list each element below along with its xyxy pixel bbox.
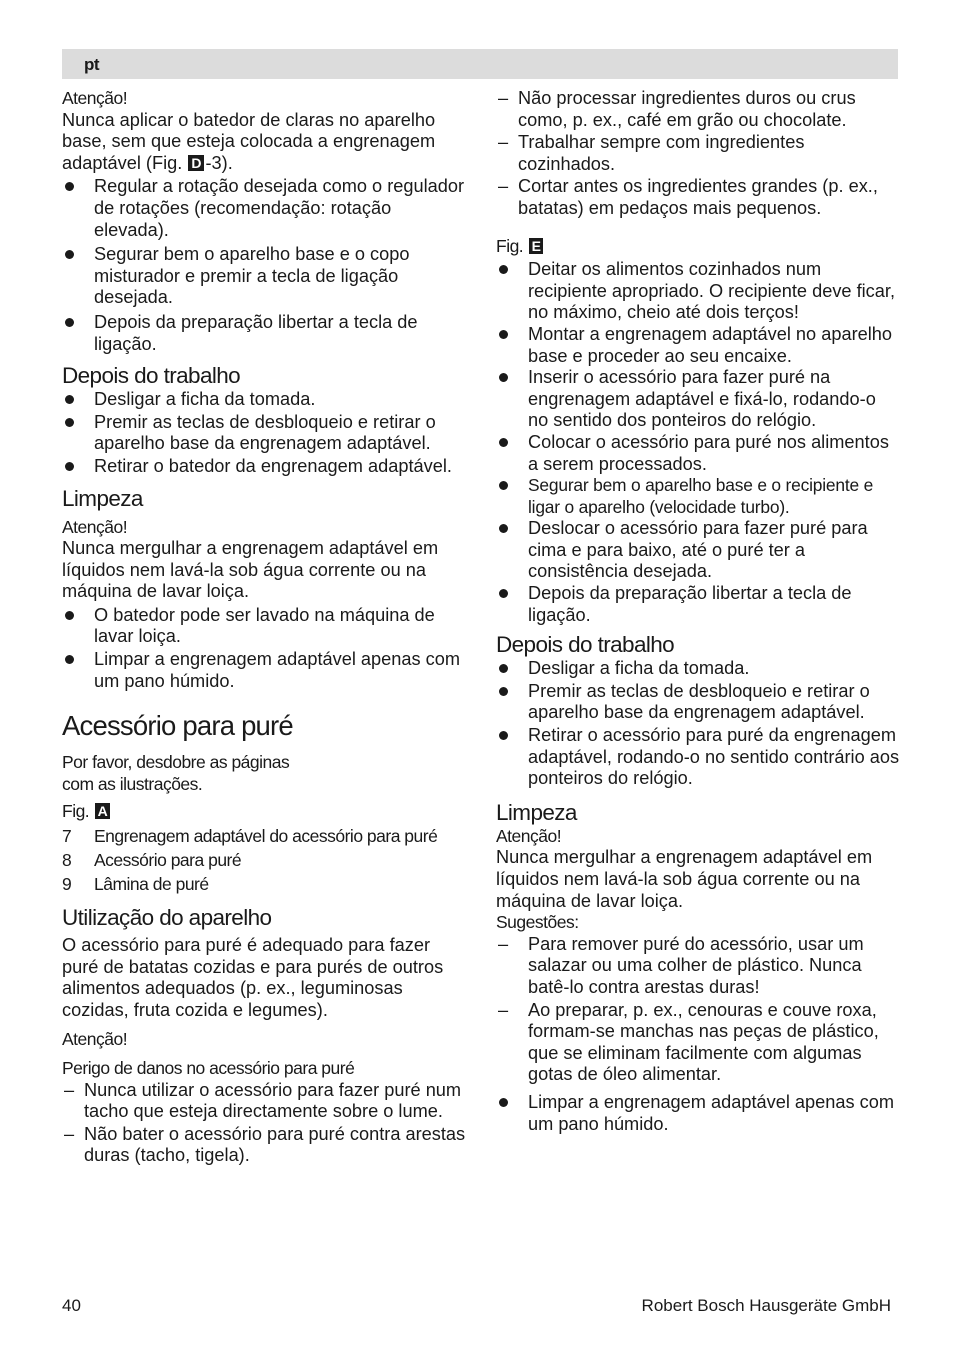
section-heading: Depois do trabalho bbox=[62, 363, 241, 389]
list-item: Deitar os alimentos cozinhados num recipiente apropriado. O recipiente deve ficar, no máximo, cheio até dois terços! bbox=[496, 259, 901, 324]
list-item: Colocar o acessório para puré nos alimentos a serem processados. bbox=[496, 432, 901, 475]
bullet-list bbox=[496, 259, 901, 626]
list-item: Limpar a engrenagem adaptável apenas com um pano húmido. bbox=[496, 1092, 901, 1135]
page-number: 40 bbox=[62, 1296, 81, 1315]
parts-list bbox=[62, 825, 467, 895]
list-item: 9 Lâmina de puré bbox=[62, 874, 209, 895]
list-item: Segurar bem o aparelho base e o copo misturador e premir a tecla de ligação desejada. bbox=[62, 244, 467, 309]
bullet-list bbox=[62, 389, 467, 477]
list-item: 7 Engrenagem adaptável do acessório para puré bbox=[62, 826, 438, 847]
list-item: Desligar a ficha da tomada. bbox=[62, 389, 467, 411]
list-item: Montar a engrenagem adaptável no aparelho base e proceder ao seu encaixe. bbox=[496, 324, 901, 367]
list-item: Limpar a engrenagem adaptável apenas com um pano húmido. bbox=[62, 649, 467, 692]
attention-label: Atenção! bbox=[62, 88, 128, 108]
list-item: Retirar o batedor da engrenagem adaptável. bbox=[62, 456, 467, 478]
list-item: Segurar bem o aparelho base e o recipiente e ligar o aparelho (velocidade turbo). bbox=[496, 475, 901, 518]
attention-label: Atenção! bbox=[62, 516, 128, 537]
bullet-list bbox=[62, 605, 467, 692]
company-name: Robert Bosch Hausgeräte GmbH bbox=[641, 1296, 891, 1315]
list-item: Inserir o acessório para fazer puré na engrenagem adaptável e fixá-lo, rodando-o no sentido dos ponteiros do relógio. bbox=[496, 367, 901, 432]
list-item: Retirar o acessório para puré da engrenagem adaptável, rodando-o no sentido contrário aos ponteiros do relógio. bbox=[496, 725, 901, 790]
list-item: – Trabalhar sempre com ingredientes cozinhados. bbox=[496, 132, 901, 175]
attention-text: Nunca mergulhar a engrenagem adaptável em líquidos nem lavá-la sob água corrente ou na máquina de lavar loiça. bbox=[496, 847, 873, 911]
figure-d-icon: D bbox=[188, 155, 204, 171]
warning-heading: Perigo de danos no acessório para puré bbox=[62, 1058, 355, 1078]
tips-heading: Sugestões: bbox=[496, 912, 579, 933]
list-item: Regular a rotação desejada como o regulador de rotações (recomendação: rotação elevada). bbox=[62, 176, 467, 241]
list-item: Depois da preparação libertar a tecla de ligação. bbox=[62, 312, 467, 355]
paragraph: O acessório para puré é adequado para fazer puré de batatas cozidas e para purés de outros alimentos adequados (p. ex., leguminosas cozidas, fruta cozida e legumes). bbox=[62, 935, 444, 1020]
list-item: – Não processar ingredientes duros ou crus como, p. ex., café em grão ou chocolate. bbox=[496, 88, 901, 131]
language-bar bbox=[62, 49, 898, 79]
left-column bbox=[62, 88, 467, 1167]
list-item: Depois da preparação libertar a tecla de ligação. bbox=[496, 583, 901, 626]
right-column bbox=[496, 88, 901, 1135]
list-item: O batedor pode ser lavado na máquina de lavar loiça. bbox=[62, 605, 467, 648]
figure-a-icon: A bbox=[95, 803, 111, 819]
list-item: – Para remover puré do acessório, usar um salazar ou uma colher de plástico. Nunca batê-lo contra arestas duras! bbox=[496, 934, 901, 999]
section-heading: Limpeza bbox=[496, 799, 577, 825]
dash-list bbox=[62, 1080, 467, 1167]
list-item: – Não bater o acessório para puré contra arestas duras (tacho, tigela). bbox=[62, 1124, 467, 1167]
fold-note: com as ilustrações. bbox=[62, 773, 203, 794]
section-heading: Utilização do aparelho bbox=[62, 905, 272, 931]
dash-list bbox=[496, 934, 901, 1086]
attention-label: Atenção! bbox=[496, 825, 562, 846]
list-item: – Ao preparar, p. ex., cenouras e couve roxa, formam-se manchas nas peças de plástico, que se eliminam facilmente com algumas gotas de óleo alimentar. bbox=[496, 1000, 901, 1086]
figure-reference: Fig. A bbox=[62, 801, 467, 823]
figure-e-icon: E bbox=[529, 238, 544, 254]
attention-label: Atenção! bbox=[62, 1029, 128, 1050]
figure-reference: Fig. E bbox=[496, 236, 901, 258]
attention-text: Nunca aplicar o batedor de claras no aparelho base, sem que esteja colocada a engrenagem adaptável (Fig. D -3). bbox=[62, 109, 436, 173]
list-item: – Cortar antes os ingredientes grandes (p. ex., batatas) em pedaços mais pequenos. bbox=[496, 176, 901, 219]
list-item: 8 Acessório para puré bbox=[62, 850, 242, 871]
language-code: pt bbox=[84, 55, 100, 74]
bullet-list bbox=[496, 658, 901, 790]
list-item: Deslocar o acessório para fazer puré para cima e para baixo, até o puré ter a consistência desejada. bbox=[496, 518, 901, 583]
bullet-list bbox=[62, 176, 467, 355]
list-item: Premir as teclas de desbloqueio e retirar o aparelho base da engrenagem adaptável. bbox=[496, 681, 901, 724]
attention-text: Nunca mergulhar a engrenagem adaptável em líquidos nem lavá-la sob água corrente ou na máquina de lavar loiça. bbox=[62, 538, 439, 602]
chapter-title: Acessório para puré bbox=[62, 710, 293, 742]
dash-list bbox=[496, 88, 901, 220]
section-heading: Limpeza bbox=[62, 485, 143, 511]
bullet-list bbox=[496, 1092, 901, 1135]
list-item: Premir as teclas de desbloqueio e retirar o aparelho base da engrenagem adaptável. bbox=[62, 412, 467, 455]
fold-note: Por favor, desdobre as páginas bbox=[62, 752, 290, 773]
list-item: Desligar a ficha da tomada. bbox=[496, 658, 901, 680]
list-item: – Nunca utilizar o acessório para fazer puré num tacho que esteja directamente sobre o lume. bbox=[62, 1080, 467, 1123]
section-heading: Depois do trabalho bbox=[496, 632, 675, 658]
